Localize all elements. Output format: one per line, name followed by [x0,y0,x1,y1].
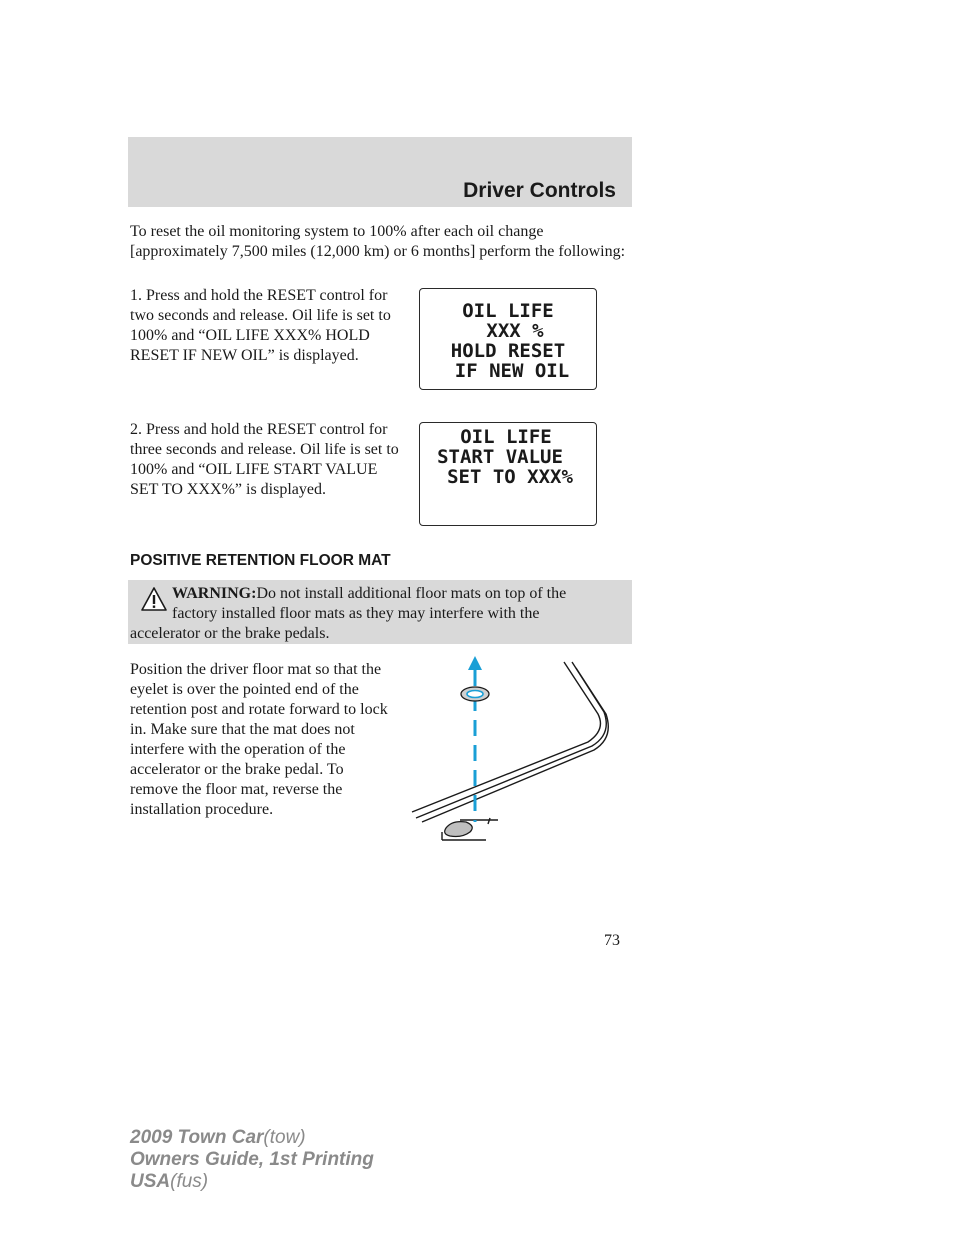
display-1-line-1: OIL LIFE [462,300,554,322]
arrow-up-icon [468,656,482,670]
display-1-line-2: XXX % [486,320,544,342]
step-2-text: 2. Press and hold the RESET control for three seconds and release. Oil life is set to 100% and “OIL LIFE START VALUE SET TO XXX%” is displayed. [130,421,399,498]
warning-line-3: accelerator or the brake pedals. [130,625,330,642]
step-1-text: 1. Press and hold the RESET control for two seconds and release. Oil life is set to 100% and “OIL LIFE XXX% HOLD RESET IF NEW OIL” is displayed. [130,287,391,364]
display-1-line-3: HOLD RESET [450,340,566,362]
warning-box [128,580,632,644]
floor-mat-instructions: Position the driver floor mat so that the eyelet is over the pointed end of the retention post and rotate forward to lock in. Make sure that the mat does not interfere with the operation of the accelerator or the brake pedal. To remove the floor mat, reverse the installation procedure. [130,661,388,818]
footer-model: 2009 Town Car [130,1127,264,1148]
display-1-line-4: IF NEW OIL [454,360,570,382]
display-2-line-3: SET TO XXX% [447,466,573,488]
footer-model-code: (tow) [263,1127,306,1148]
warning-text [128,584,628,644]
display-2-line-2: START VALUE [437,446,563,468]
section-heading: POSITIVE RETENTION FLOOR MAT [130,552,391,569]
warning-line-2: factory installed floor mats as they may interfere with the [172,605,540,622]
retention-post-icon [445,822,473,837]
oil-life-display-1 [419,288,597,390]
warning-label: WARNING: [172,585,257,602]
page-number: 73 [604,932,620,949]
footer-market-code: (fus) [170,1171,209,1192]
warning-line-1: Do not install additional floor mats on top of the [256,585,567,602]
section-header-band [128,137,632,207]
footer-market: USA [130,1171,171,1192]
footer-printing: Owners Guide, 1st Printing [130,1149,374,1170]
floor-mat-diagram [400,650,620,850]
oil-life-display-2 [419,422,597,526]
section-title: Driver Controls [463,179,616,202]
intro-paragraph: To reset the oil monitoring system to 100% after each oil change [approximately 7,500 miles (12,000 km) or 6 months] perform the following: [130,223,626,260]
footer [130,1127,374,1193]
display-2-line-1: OIL LIFE [460,426,552,448]
